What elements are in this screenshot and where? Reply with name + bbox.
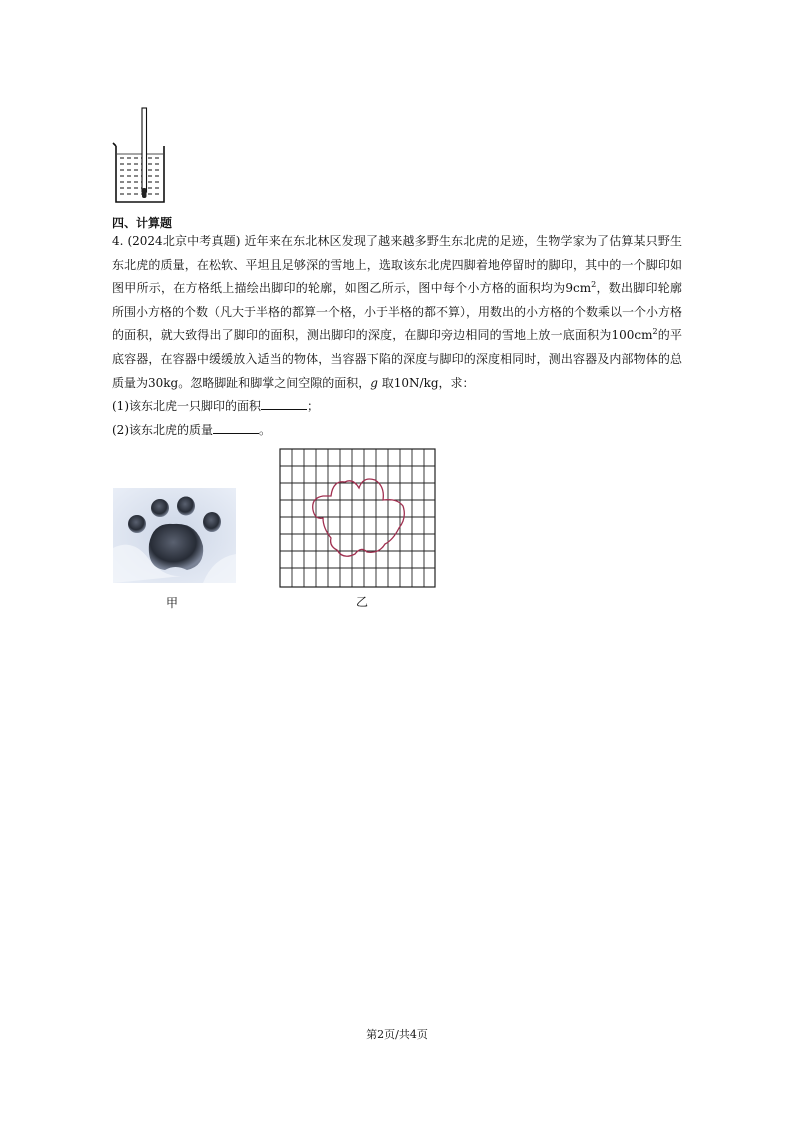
question-2-text: (2)该东北虎的质量 [112,422,213,437]
problem-body [112,230,682,395]
problem-text-4: 取10N/kg，求： [381,375,475,390]
superscript-1: 2 [591,280,597,290]
question-1-end: ； [307,399,320,414]
grid-paw-outline-figure [279,448,436,588]
superscript-2: 2 [652,327,658,337]
problem-text-3: 的平底容器，在容器中缓缓放入适当的物体，当容器下陷的深度与脚印的深度相同时，测出容器及内部物体的总质量为30kg。忽略脚趾和脚掌之间空隙的面积， [112,328,682,390]
problem-text-1: 近年来在东北林区发现了越来越多野生东北虎的足迹，生物学家为了估算某只野生东北虎的质量，在松软、平坦且足够深的雪地上，选取该东北虎四脚着地停留时的脚印，其中的一个脚印如图甲所示，在方格纸上描绘出脚印的轮廓，如图乙所示，图中每个小方格的面积均为9cm [112,234,682,296]
caption-figure-a: 甲 [166,596,179,610]
beaker-thermometer-figure [110,106,170,204]
page-footer: 第2页/共4页 [366,1028,428,1041]
caption-figure-b: 乙 [356,595,369,609]
problem-4 [112,230,682,442]
problem-text-2: ，数出脚印轮廓所围小方格的个数（凡大于半格的都算一个格，小于半格的都不算），用数出的小方格的个数乘以一个小方格的面积，就大致得出了脚印的面积，测出脚印的深度，在脚印旁边相同的雪地上放一底面积为100cm [112,281,683,343]
section-title: 四、计算题 [112,216,173,230]
question-2-end: 。 [259,422,272,437]
question-1 [112,395,682,419]
g-symbol: g [370,375,378,390]
question-2 [112,419,682,443]
answer-blank-1[interactable] [261,397,307,410]
question-1-text: (1)该东北虎一只脚印的面积 [112,399,261,414]
paw-print-photo [113,488,236,583]
answer-blank-2[interactable] [213,421,259,434]
problem-source: (2024北京中考真题) [127,234,241,248]
problem-number: 4. [112,234,124,248]
